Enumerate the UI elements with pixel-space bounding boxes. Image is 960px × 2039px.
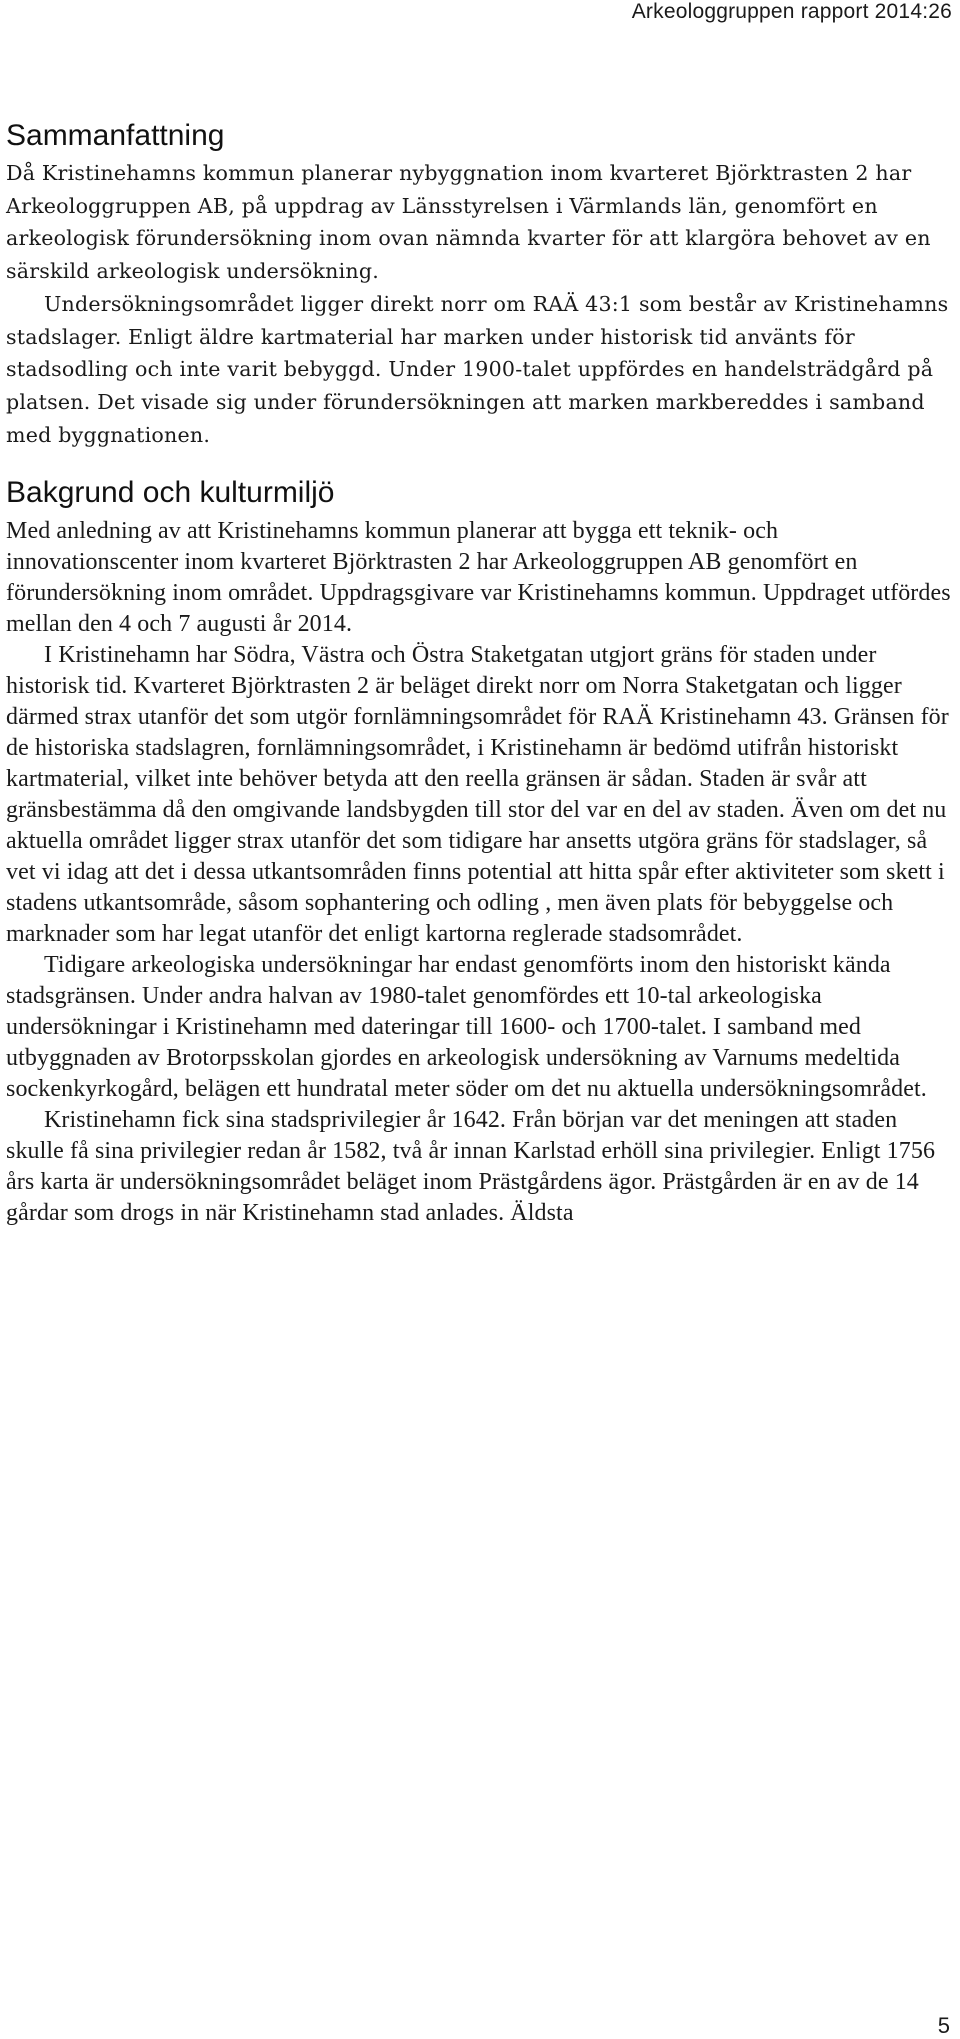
section-heading-summary: Sammanfattning [6,119,225,152]
background-paragraph-3: Tidigare arkeologiska undersökningar har endast genomförts inom den historiskt kända stadsgränsen. Under andra halvan av 1980-talet genomfördes ett 10-tal arkeologiska undersökningar i Kristinehamn med dateringar till 1600- och 1700-talet. I samband med utbyggnaden av Brotorpsskolan gjordes en arkeologisk undersökning av Varnums medeltida sockenkyrkogård, belägen ett hundratal meter söder om det nu aktuella undersökningsområdet. [6,952,927,1103]
background-paragraph-1: Med anledning av att Kristinehamns kommun planerar att bygga ett teknik- och innovationscenter inom kvarteret Björktrasten 2 har Arkeologgruppen AB genomfört en förundersökning inom området. Uppdragsgivare var Kristinehamns kommun. Uppdraget utfördes mellan den 4 och 7 augusti år 2014. [6,518,951,638]
report-body [6,116,956,1229]
background-paragraph-2: I Kristinehamn har Södra, Västra och Östra Staketgatan utgjort gräns för staden under historisk tid. Kvarteret Björktrasten 2 är beläget direkt norr om Norra Staketgatan och ligger därmed strax utanför det som utgör fornlämningsområdet för RAÄ Kristinehamn 43. Gränsen för de historiska stadslagren, fornlämningsområdet, i Kristinehamn är bedömd utifrån historiskt kartmaterial, vilket inte behöver betyda att den reella gränsen är sådan. Staden är svår att gränsbestämma då den omgivande landsbygden till stor del var en del av staden. Även om det nu aktuella området ligger strax utanför det som tidigare har ansetts utgöra gräns för stadslager, så vet vi idag att det i dessa utkantsområden finns potential att hitta spår efter aktiviteter som skett i stadens utkantsområde, såsom sophantering och odling , men även plats för bebyggelse och marknader som har legat utanför det enligt kartorna reglerade stadsområdet. [6,642,949,948]
background-paragraph-4: Kristinehamn fick sina stadsprivilegier år 1642. Från början var det meningen att staden skulle få sina privilegier redan år 1582, två år innan Karlstad erhöll sina privilegier. Enligt 1756 års karta är undersökningsområdet beläget inom Prästgårdens ägor. Prästgården är en av de 14 gårdar som drogs in när Kristinehamn stad anlades. Äldsta [6,1107,936,1227]
section-heading-background: Bakgrund och kulturmiljö [6,476,335,510]
page-number: 5 [937,2013,950,2038]
running-header: Arkeologgruppen rapport 2014:26 [631,0,952,23]
summary-paragraph-2: Undersökningsområdet ligger direkt norr om RAÄ 43:1 som består av Kristinehamns stadslager. Enligt äldre kartmaterial har marken under historisk tid använts för stadsodling och inte varit bebyggd. Under 1900-talet uppfördes en handelsträdgård på platsen. Det visade sig under förundersökningen att marken markbereddes i samband med byggnationen. [6,291,949,447]
summary-paragraph-1: Då Kristinehamns kommun planerar nybyggnation inom kvarteret Björktrasten 2 har Arkeologgruppen AB, på uppdrag av Länsstyrelsen i Värmlands län, genomfört en arkeologisk förundersökning inom ovan nämnda kvarter för att klargöra behovet av en särskild arkeologisk undersökning. [6,161,931,284]
